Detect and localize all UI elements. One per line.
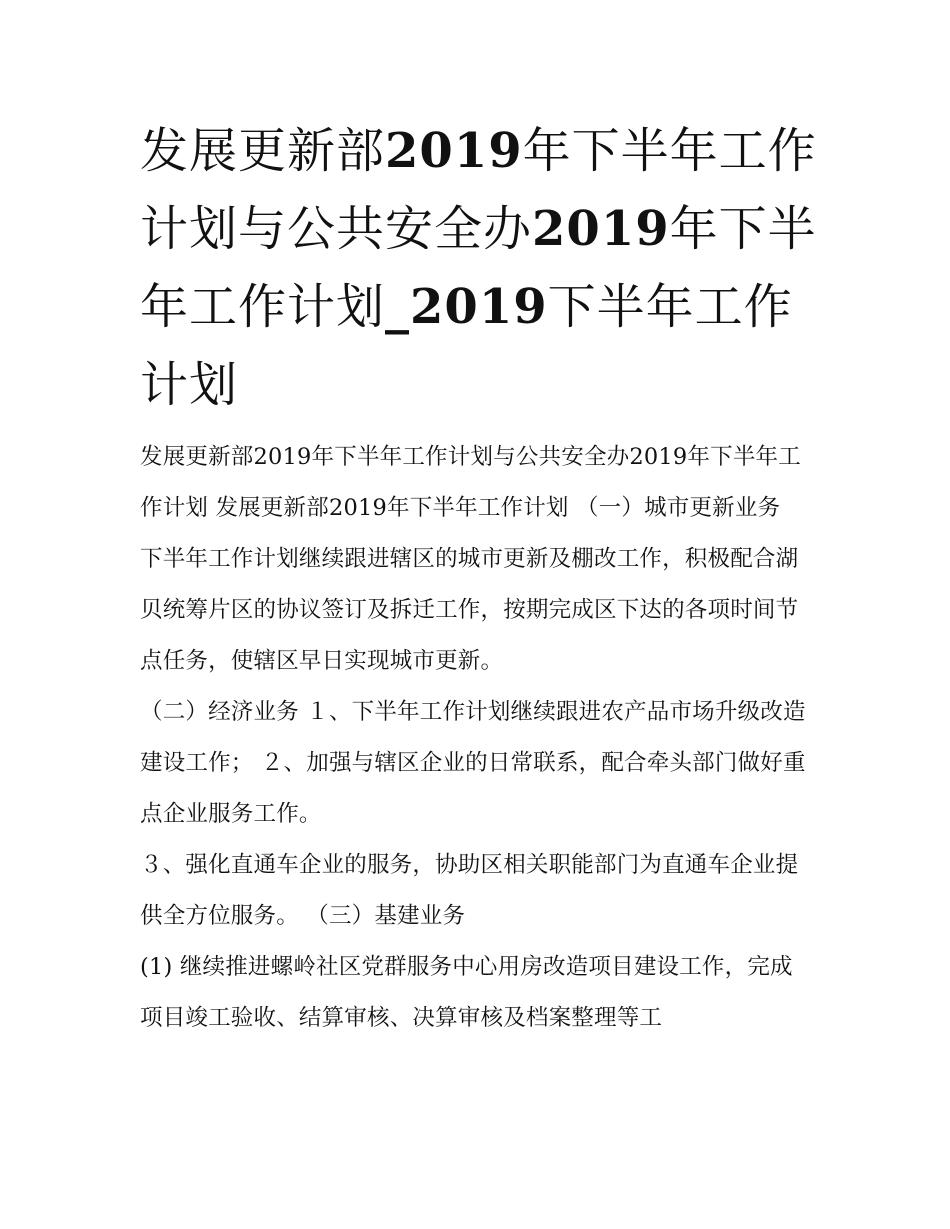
- paragraph-enterprise-service: ３、强化直通车企业的服务，协助区相关职能部门为直通车企业提供全方位服务。 （三）基建业务: [140, 852, 799, 929]
- paragraph-urban-renewal: 下半年工作计划继续跟进辖区的城市更新及棚改工作，积极配合湖贝统筹片区的协议签订及拆迁工作，按期完成区下达的各项时间节点任务，使辖区早日实现城市更新。: [140, 546, 799, 674]
- paragraph-infrastructure: (1) 继续推进螺岭社区党群服务中心用房改造项目建设工作，完成项目竣工验收、结算审核、决算审核及档案整理等工: [140, 954, 793, 1031]
- title-part-year: 2019: [385, 123, 523, 179]
- title-part: 发展更新部: [140, 123, 386, 179]
- paragraph-economic: （二）经济业务 １、下半年工作计划继续跟进农产品市场升级改造建设工作； ２、加强与辖区企业的日常联系，配合牵头部门做好重点企业服务工作。: [140, 699, 806, 827]
- title-part-year: _2019: [385, 279, 548, 335]
- title-part: 下半年工作计划: [140, 279, 793, 413]
- title-part: 年下半年工作计划与公共安全办: [140, 123, 817, 257]
- document-title: [140, 112, 820, 424]
- title-part-year: 2019: [532, 201, 670, 257]
- document-body: [140, 432, 815, 1044]
- paragraph-intro: 发展更新部2019年下半年工作计划与公共安全办2019年下半年工作计划 发展更新部2019年下半年工作计划 （一）城市更新业务: [140, 444, 801, 521]
- title-part: 年下半年工作计划: [140, 201, 817, 335]
